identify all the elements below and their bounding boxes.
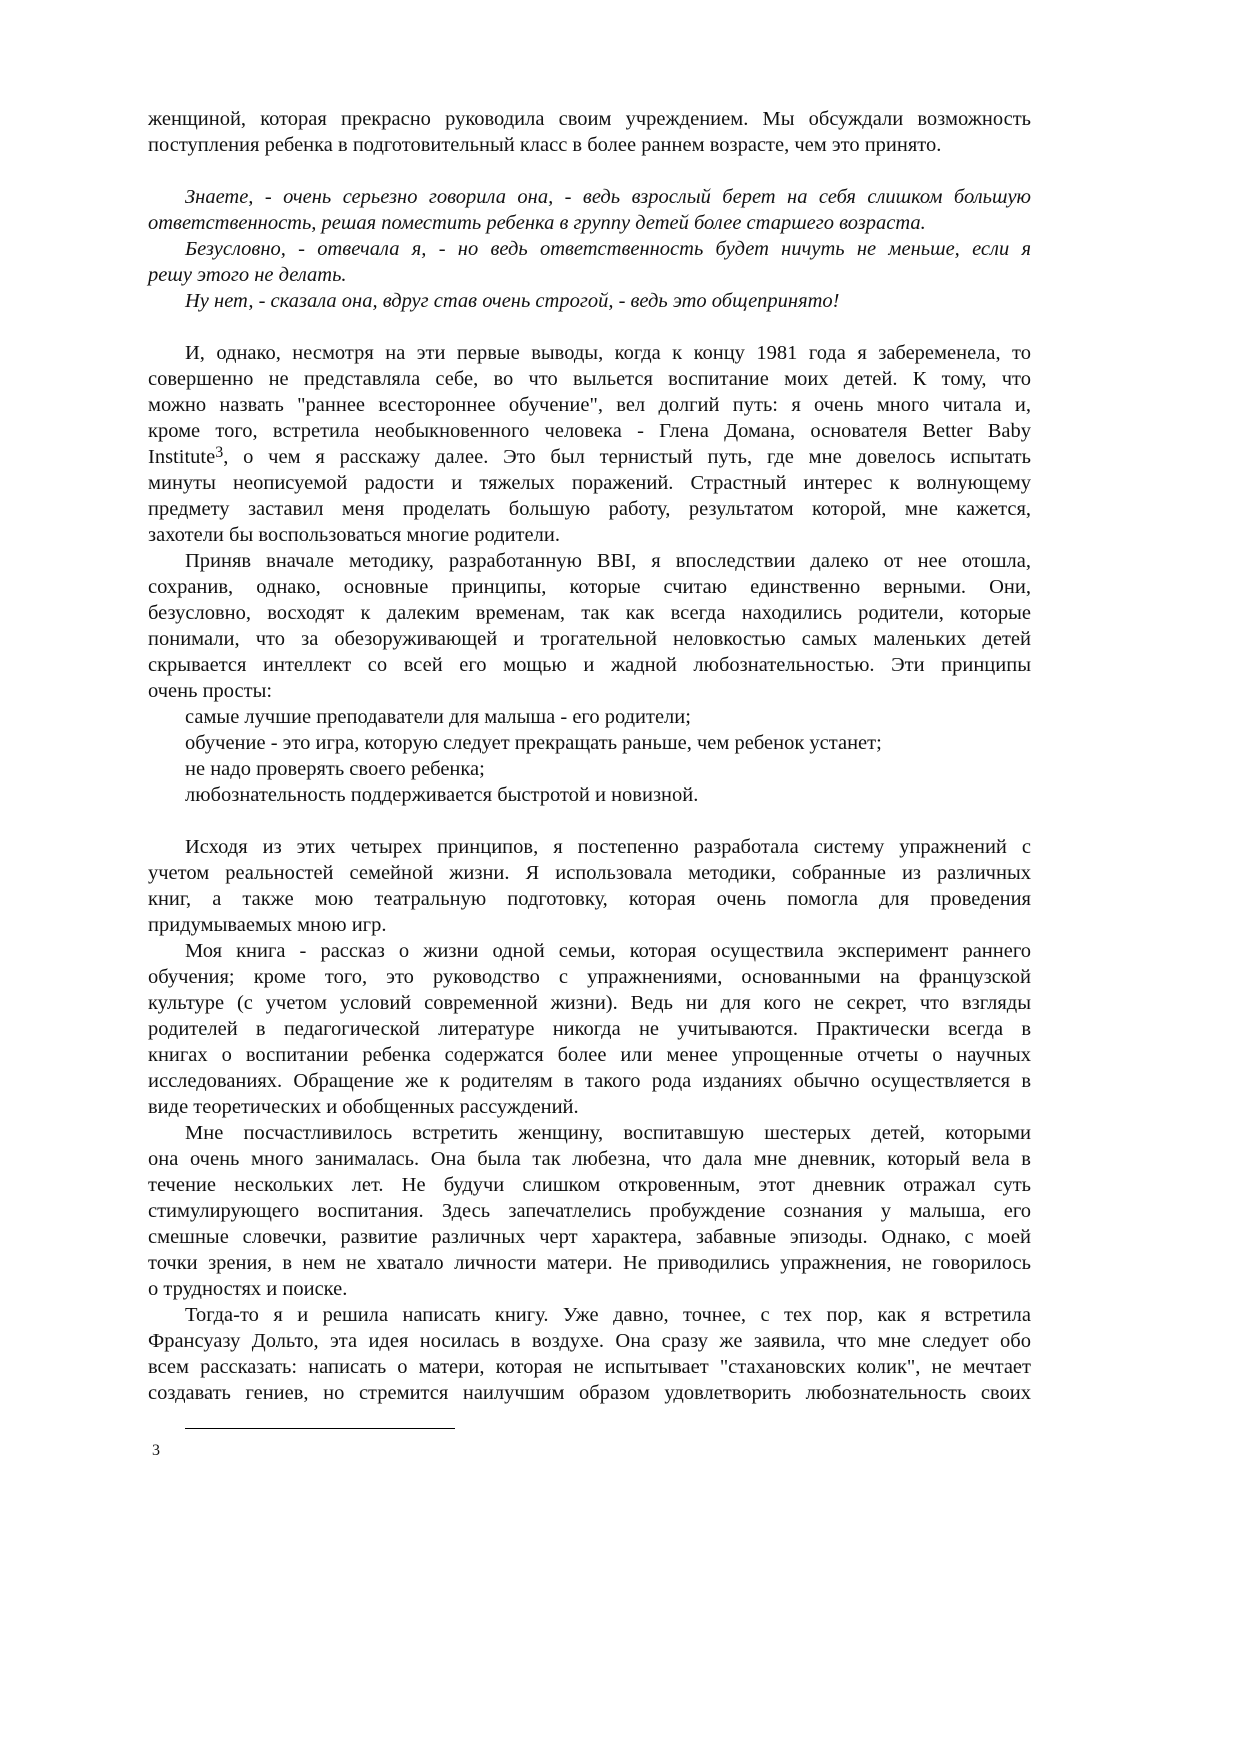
text-line: понимали, что за обезоруживающей и трогательной неловкостью самых маленьких детей (148, 628, 1031, 650)
text-line: решу этого не делать. (148, 264, 347, 286)
principles-list (148, 704, 1031, 808)
text-line: Моя книга - рассказ о жизни одной семьи, которая осуществила эксперимент раннего (185, 940, 1031, 962)
text-line: смешные словечки, развитие различных черт характера, забавные эпизоды. Однако, с моей (148, 1226, 1031, 1248)
paragraph (148, 340, 1031, 548)
paragraph (148, 834, 1031, 938)
text-line: Мне посчастливилось встретить женщину, воспитавшую шестерых детей, которыми (185, 1122, 1031, 1144)
text-line: точки зрения, в нем не хватало личности матери. Не приводились упражнения, не говорилось (148, 1252, 1031, 1274)
text-line: кроме того, встретила необыкновенного человека - Глена Домана, основателя Better Baby (148, 420, 1031, 442)
text-line: захотели бы воспользоваться многие родители. (148, 524, 560, 546)
text-line: книгах о воспитании ребенка содержатся более или менее упрощенные отчеты о научных (148, 1044, 1031, 1066)
footnote-number: 3 (152, 1442, 160, 1459)
paragraph-gap (148, 808, 1031, 834)
text-line: создавать гениев, но стремится наилучшим образом удовлетворить любознательность своих (148, 1382, 1031, 1404)
text-line: придумываемых мною игр. (148, 914, 387, 936)
paragraph-gap (148, 314, 1031, 340)
paragraph (148, 548, 1031, 704)
list-item: не надо проверять своего ребенка; (185, 758, 485, 780)
text-line: всем рассказать: написать о матери, которая не испытывает "стахановских колик", не мечтает (148, 1356, 1031, 1378)
text-line: женщиной, которая прекрасно руководила своим учреждением. Мы обсуждали возможность (148, 108, 1031, 130)
text-line: минуты неописуемой радости и тяжелых поражений. Страстный интерес к волнующему (148, 472, 1031, 494)
text-line: поступления ребенка в подготовительный класс в более раннем возрасте, чем это принято. (148, 134, 942, 156)
text-line: стимулирующего воспитания. Здесь запечатлелись пробуждение сознания у малыша, его (148, 1200, 1031, 1222)
list-item: любознательность поддерживается быстротой и новизной. (185, 784, 699, 806)
list-item: обучение - это игра, которую следует прекращать раньше, чем ребенок устанет; (185, 732, 882, 754)
paragraph (148, 106, 1031, 158)
paragraph (148, 1302, 1031, 1406)
text-line: скрывается интеллект со всей его мощью и жадной любознательностью. Эти принципы (148, 654, 1031, 676)
paragraph (148, 236, 1031, 288)
paragraph (148, 288, 1031, 314)
text-line: Франсуазу Дольто, эта идея носилась в воздухе. Она сразу же заявила, что мне следует обо (148, 1330, 1031, 1352)
text-line: о трудностях и поиске. (148, 1278, 348, 1300)
text-line: течение нескольких лет. Не будучи слишком откровенным, этот дневник отражал суть (148, 1174, 1031, 1196)
text-line: Исходя из этих четырех принципов, я постепенно разработала систему упражнений с (185, 836, 1031, 858)
text-line: книг, а также мою театральную подготовку, которая очень помогла для проведения (148, 888, 1031, 910)
text-line: обучения; кроме того, это руководство с упражнениями, основанными на французской (148, 966, 1031, 988)
text-line: ответственность, решая поместить ребенка в группу детей более старшего возраста. (148, 212, 926, 234)
paragraph (148, 938, 1031, 1120)
text-line: Приняв вначале методику, разработанную BBI, я впоследствии далеко от нее отошла, (185, 550, 1031, 572)
text-line: родителей в педагогической литературе никогда не учитываются. Практически всегда в (148, 1018, 1031, 1040)
text-line: виде теоретических и обобщенных рассуждений. (148, 1096, 579, 1118)
body-text (148, 106, 1031, 1406)
text-line: И, однако, несмотря на эти первые выводы, когда к концу 1981 года я забеременела, то (185, 342, 1031, 364)
text-line: Безусловно, - отвечала я, - но ведь ответственность будет ничуть не меньше, если я (185, 238, 1031, 260)
text-line: Тогда-то я и решила написать книгу. Уже давно, точнее, с тех пор, как я встретила (185, 1304, 1031, 1326)
footnote-separator (185, 1428, 455, 1429)
paragraph (148, 1120, 1031, 1302)
text-line: совершенно не представляла себе, во что выльется воспитание моих детей. К тому, что (148, 368, 1031, 390)
text-line: Знаете, - очень серьезно говорила она, - ведь взрослый берет на себя слишком большую (185, 186, 1031, 208)
text-line: можно назвать "раннее всестороннее обучение", вел долгий путь: я очень много читала и, (148, 394, 1031, 416)
text-line: предмету заставил меня проделать большую работу, результатом которой, мне кажется, (148, 498, 1031, 520)
paragraph (148, 184, 1031, 236)
text-line: Ну нет, - сказала она, вдруг став очень строгой, - ведь это общепринято! (185, 290, 840, 312)
text-line: она очень много занималась. Она была так любезна, что дала мне дневник, который вела в (148, 1148, 1031, 1170)
footnote-ref[interactable]: 3 (215, 444, 224, 461)
text-line: сохранив, однако, основные принципы, которые считаю единственно верными. Они, (148, 576, 1031, 598)
text-line: исследованиях. Обращение же к родителям в такого рода изданиях обычно осуществляется в (148, 1070, 1031, 1092)
text-line: учетом реальностей семейной жизни. Я использовала методики, собранные из различных (148, 862, 1031, 884)
text-line: безусловно, восходят к далеким временам, так как всегда находились родители, которые (148, 602, 1031, 624)
text-line: Institute$^3$, о чем я расскажу далее. Это был тернистый путь, где мне довелось испытать (148, 444, 1031, 468)
text-line: очень просты: (148, 680, 273, 702)
list-item: самые лучшие преподаватели для малыша - его родители; (185, 706, 691, 728)
paragraph-gap (148, 158, 1031, 184)
text-line: культуре (с учетом условий современной жизни). Ведь ни для кого не секрет, что взгляды (148, 992, 1031, 1014)
